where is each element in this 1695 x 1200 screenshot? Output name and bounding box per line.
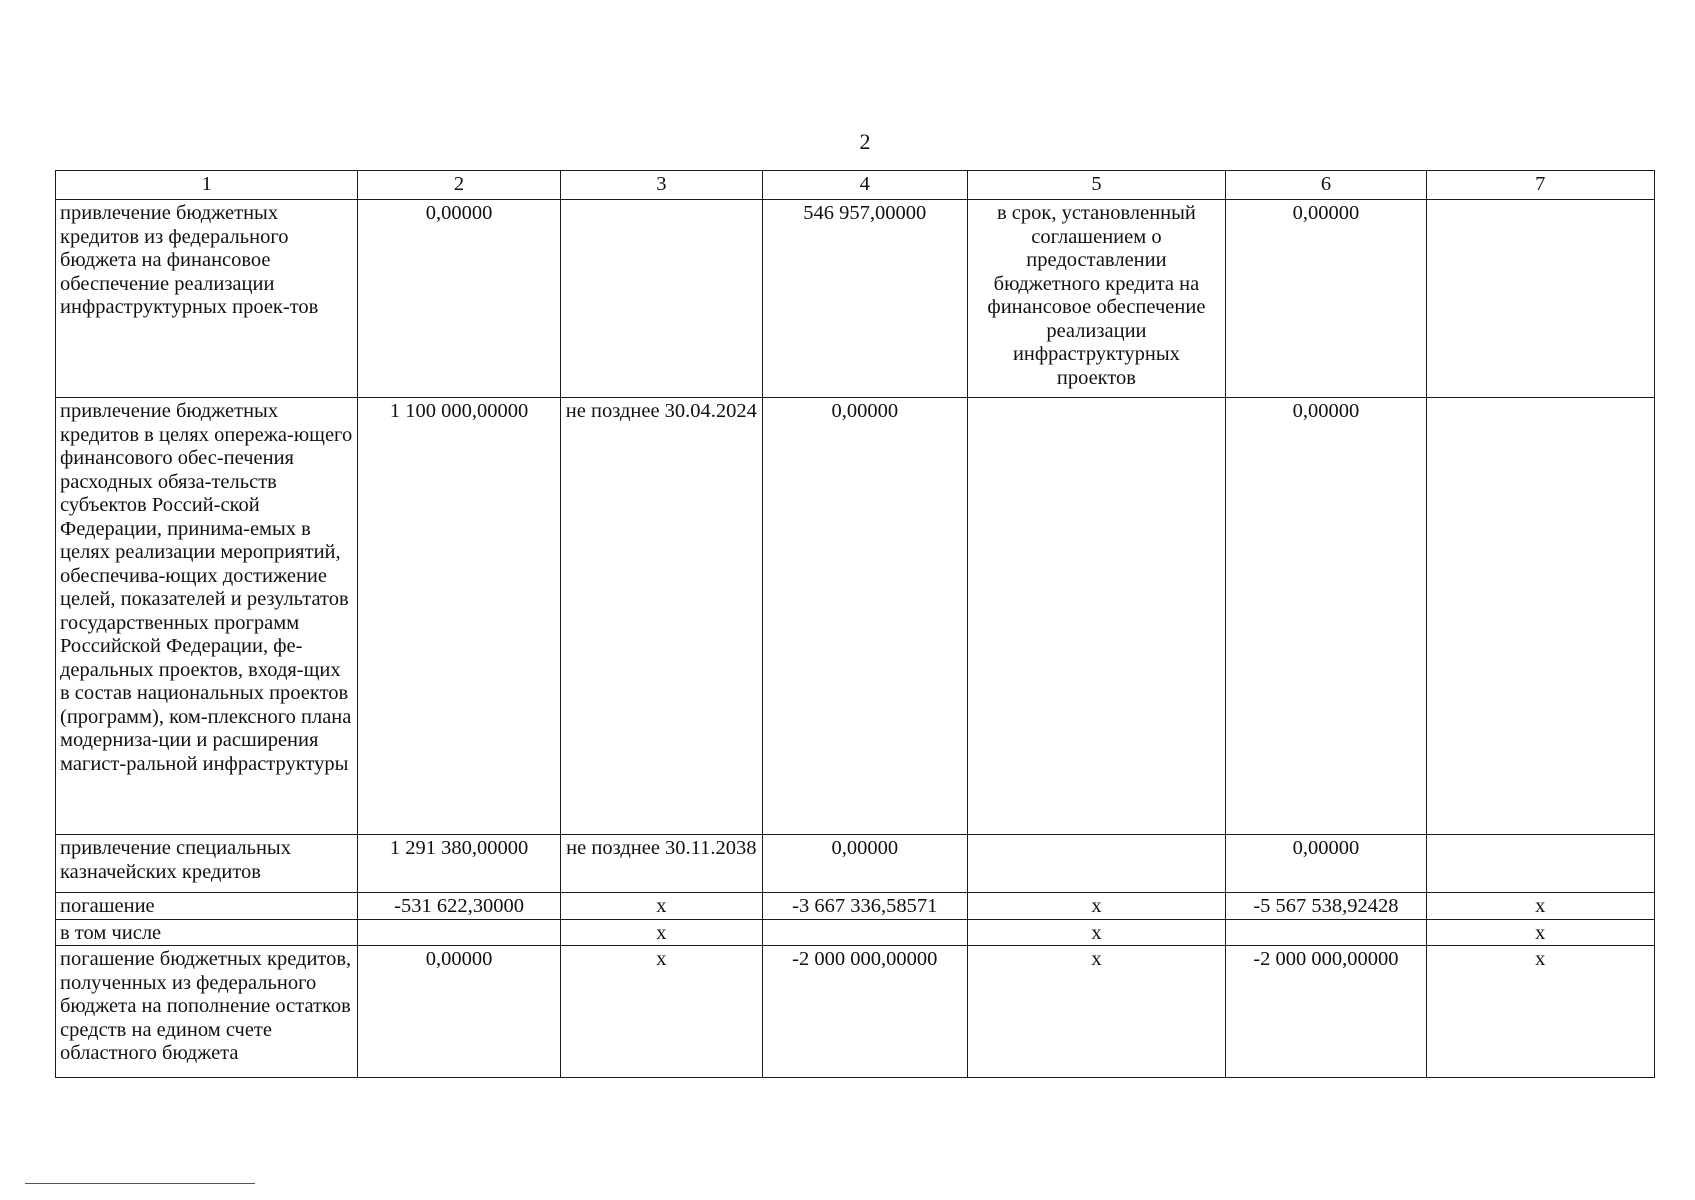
cell-value: 0,00000 — [358, 200, 560, 398]
row-label: привлечение бюджетных кредитов из федерального бюджета на финансовое обеспечение реализации инфраструктурных проек-тов — [56, 200, 358, 398]
cell-marker: x — [560, 946, 762, 1078]
column-header: 4 — [763, 171, 967, 200]
column-header: 7 — [1426, 171, 1654, 200]
cell-deadline — [1426, 398, 1654, 835]
table-header — [56, 171, 1655, 200]
cell-marker: x — [967, 893, 1226, 920]
cell-value: 0,00000 — [1226, 398, 1426, 835]
table-row — [56, 398, 1655, 835]
table-row — [56, 200, 1655, 398]
cell-value: 0,00000 — [1226, 835, 1426, 893]
cell-value: 1 291 380,00000 — [358, 835, 560, 893]
row-label: погашение — [56, 893, 358, 920]
cell-value: 0,00000 — [763, 398, 967, 835]
row-label: привлечение специальных казначейских кредитов — [56, 835, 358, 893]
table-row — [56, 893, 1655, 920]
cell-deadline — [560, 200, 762, 398]
cell-value — [358, 919, 560, 946]
cell-deadline: не позднее 30.11.2038 — [560, 835, 762, 893]
cell-marker: x — [1426, 893, 1654, 920]
cell-marker: x — [1426, 946, 1654, 1078]
row-label: привлечение бюджетных кредитов в целях опережа-ющего финансового обес-печения расходных обяза-тельств субъектов Россий-ской Федерации, принима-емых в целях реализации мероприятий, обеспечива-ющих достижение целей, показателей и результатов государственных программ Российской Федерации, фе-деральных проектов, входя-щих в состав национальных проектов (программ), ком-плексного плана модерниза-ции и расширения магист-ральной инфраструктуры — [56, 398, 358, 835]
header-row — [56, 171, 1655, 200]
page-number: 2 — [859, 129, 871, 154]
cell-value: 0,00000 — [358, 946, 560, 1078]
table-row — [56, 835, 1655, 893]
cell-marker: x — [967, 946, 1226, 1078]
table-row — [56, 919, 1655, 946]
cell-marker: x — [560, 919, 762, 946]
cell-deadline — [1426, 200, 1654, 398]
cell-value — [1226, 919, 1426, 946]
column-header: 1 — [56, 171, 358, 200]
row-label: в том числе — [56, 919, 358, 946]
cell-marker: x — [560, 893, 762, 920]
cell-value: -2 000 000,00000 — [763, 946, 967, 1078]
cell-marker: x — [1426, 919, 1654, 946]
cell-deadline: в срок, установленный соглашением о предоставлении бюджетного кредита на финансовое обеспечение реализации инфраструктурных проектов — [967, 200, 1226, 398]
budget-table — [55, 170, 1655, 1078]
cell-deadline — [967, 398, 1226, 835]
table-row — [56, 946, 1655, 1078]
column-header: 3 — [560, 171, 762, 200]
cell-value: -5 567 538,92428 — [1226, 893, 1426, 920]
column-header: 6 — [1226, 171, 1426, 200]
cell-deadline: не позднее 30.04.2024 — [560, 398, 762, 835]
cell-value: 546 957,00000 — [763, 200, 967, 398]
cell-marker: x — [967, 919, 1226, 946]
row-label: погашение бюджетных кредитов, полученных из федерального бюджета на пополнение остатков средств на едином счете областного бюджета — [56, 946, 358, 1078]
cell-value: -3 667 336,58571 — [763, 893, 967, 920]
cell-value: -531 622,30000 — [358, 893, 560, 920]
cell-deadline — [1426, 835, 1654, 893]
footer-divider — [25, 1183, 255, 1184]
cell-value — [763, 919, 967, 946]
cell-value: 1 100 000,00000 — [358, 398, 560, 835]
column-header: 5 — [967, 171, 1226, 200]
table-body — [56, 200, 1655, 1078]
cell-deadline — [967, 835, 1226, 893]
cell-value: 0,00000 — [1226, 200, 1426, 398]
column-header: 2 — [358, 171, 560, 200]
cell-value: -2 000 000,00000 — [1226, 946, 1426, 1078]
cell-value: 0,00000 — [763, 835, 967, 893]
